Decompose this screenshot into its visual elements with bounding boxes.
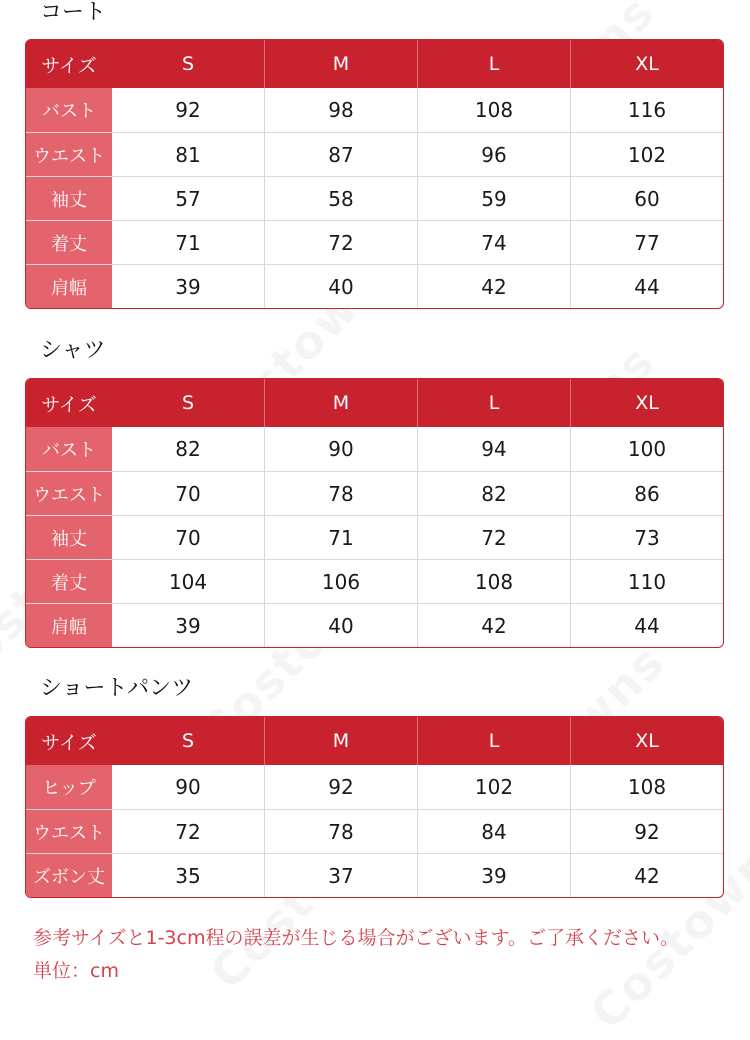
table-cell: 104 [168,569,208,594]
header-cell: M [264,40,417,88]
size-table-shirt [25,378,724,648]
table-cell: 102 [570,133,723,176]
header-cell: サイズ [26,717,112,765]
table-cell: 44 [570,265,723,308]
table-cell: 94 [417,427,570,471]
table-cell: 39 [417,854,570,897]
table-cell: 108 [570,765,723,809]
row-label: 着丈 [26,221,112,264]
table-cell: 57 [175,186,201,211]
table-cell: 71 [175,230,201,255]
table-cell: 71 [264,516,417,559]
row-label: 袖丈 [26,516,112,559]
table-cell: 90 [175,775,201,799]
table-row [26,132,723,176]
disclaimer-note: 参考サイズと1-3cm程の誤差が生じる場合がございます。ご了承ください。 [33,927,679,949]
header-cell: L [417,40,570,88]
table-cell: 35 [175,863,201,888]
table-cell: 60 [570,177,723,220]
table-row [26,471,723,515]
table-cell: 92 [570,810,723,853]
table-cell: 86 [570,472,723,515]
table-row [26,264,723,308]
table-cell: 108 [417,88,570,132]
row-label: ウエスト [26,133,112,176]
table-row [26,559,723,603]
table-row [26,853,723,897]
table-cell: 74 [417,221,570,264]
row-label: ウエスト [26,810,112,853]
table-cell: 84 [417,810,570,853]
table-row [26,220,723,264]
table-cell: 72 [264,221,417,264]
row-label: ヒップ [26,765,112,809]
table-header-row [26,379,723,427]
header-cell: M [264,717,417,765]
header-cell: L [417,379,570,427]
table-cell: 72 [417,516,570,559]
table-cell: 78 [264,810,417,853]
table-cell: 81 [175,142,201,167]
table-cell: 42 [417,265,570,308]
row-label: 着丈 [26,560,112,603]
table-cell: 92 [175,98,201,122]
header-cell: XL [570,379,723,427]
table-cell: 108 [417,560,570,603]
row-label: ズボン丈 [26,854,112,897]
section-title-shirt: シャツ [40,338,106,363]
table-cell: 102 [417,765,570,809]
table-cell: 70 [175,525,201,550]
table-cell: 72 [175,819,201,844]
table-row [26,176,723,220]
row-label: 肩幅 [26,604,112,647]
header-cell: サイズ [26,379,112,427]
header-cell: S [181,730,195,752]
table-cell: 77 [570,221,723,264]
table-cell: 110 [570,560,723,603]
table-cell: 39 [175,613,201,638]
size-table-shorts [25,716,724,898]
table-header-row [26,40,723,88]
row-label: 肩幅 [26,265,112,308]
unit-note: 単位：cm [33,960,119,982]
table-row [26,809,723,853]
table-cell: 73 [570,516,723,559]
table-cell: 116 [570,88,723,132]
table-row [26,603,723,647]
table-cell: 40 [264,265,417,308]
header-cell: XL [570,40,723,88]
table-row [26,515,723,559]
header-cell: S [181,392,195,414]
table-cell: 58 [264,177,417,220]
table-row [26,427,723,471]
table-cell: 42 [570,854,723,897]
table-cell: 87 [264,133,417,176]
header-cell: S [181,53,195,75]
row-label: バスト [26,427,112,471]
row-label: バスト [26,88,112,132]
table-cell: 42 [417,604,570,647]
table-cell: 92 [264,765,417,809]
table-cell: 37 [264,854,417,897]
table-header-row [26,717,723,765]
section-title-coat: コート [40,0,107,25]
row-label: ウエスト [26,472,112,515]
header-cell: L [417,717,570,765]
table-cell: 44 [570,604,723,647]
table-cell: 78 [264,472,417,515]
table-cell: 90 [264,427,417,471]
table-cell: 59 [417,177,570,220]
section-title-shorts: ショートパンツ [40,676,194,701]
header-cell: サイズ [26,40,112,88]
table-cell: 70 [175,481,201,506]
table-cell: 106 [264,560,417,603]
table-cell: 39 [175,274,201,299]
table-cell: 82 [417,472,570,515]
header-cell: XL [570,717,723,765]
table-row [26,765,723,809]
table-cell: 98 [264,88,417,132]
table-cell: 40 [264,604,417,647]
header-cell: M [264,379,417,427]
table-cell: 82 [175,437,201,461]
size-table-coat [25,39,724,309]
table-cell: 100 [570,427,723,471]
row-label: 袖丈 [26,177,112,220]
table-row [26,88,723,132]
table-cell: 96 [417,133,570,176]
